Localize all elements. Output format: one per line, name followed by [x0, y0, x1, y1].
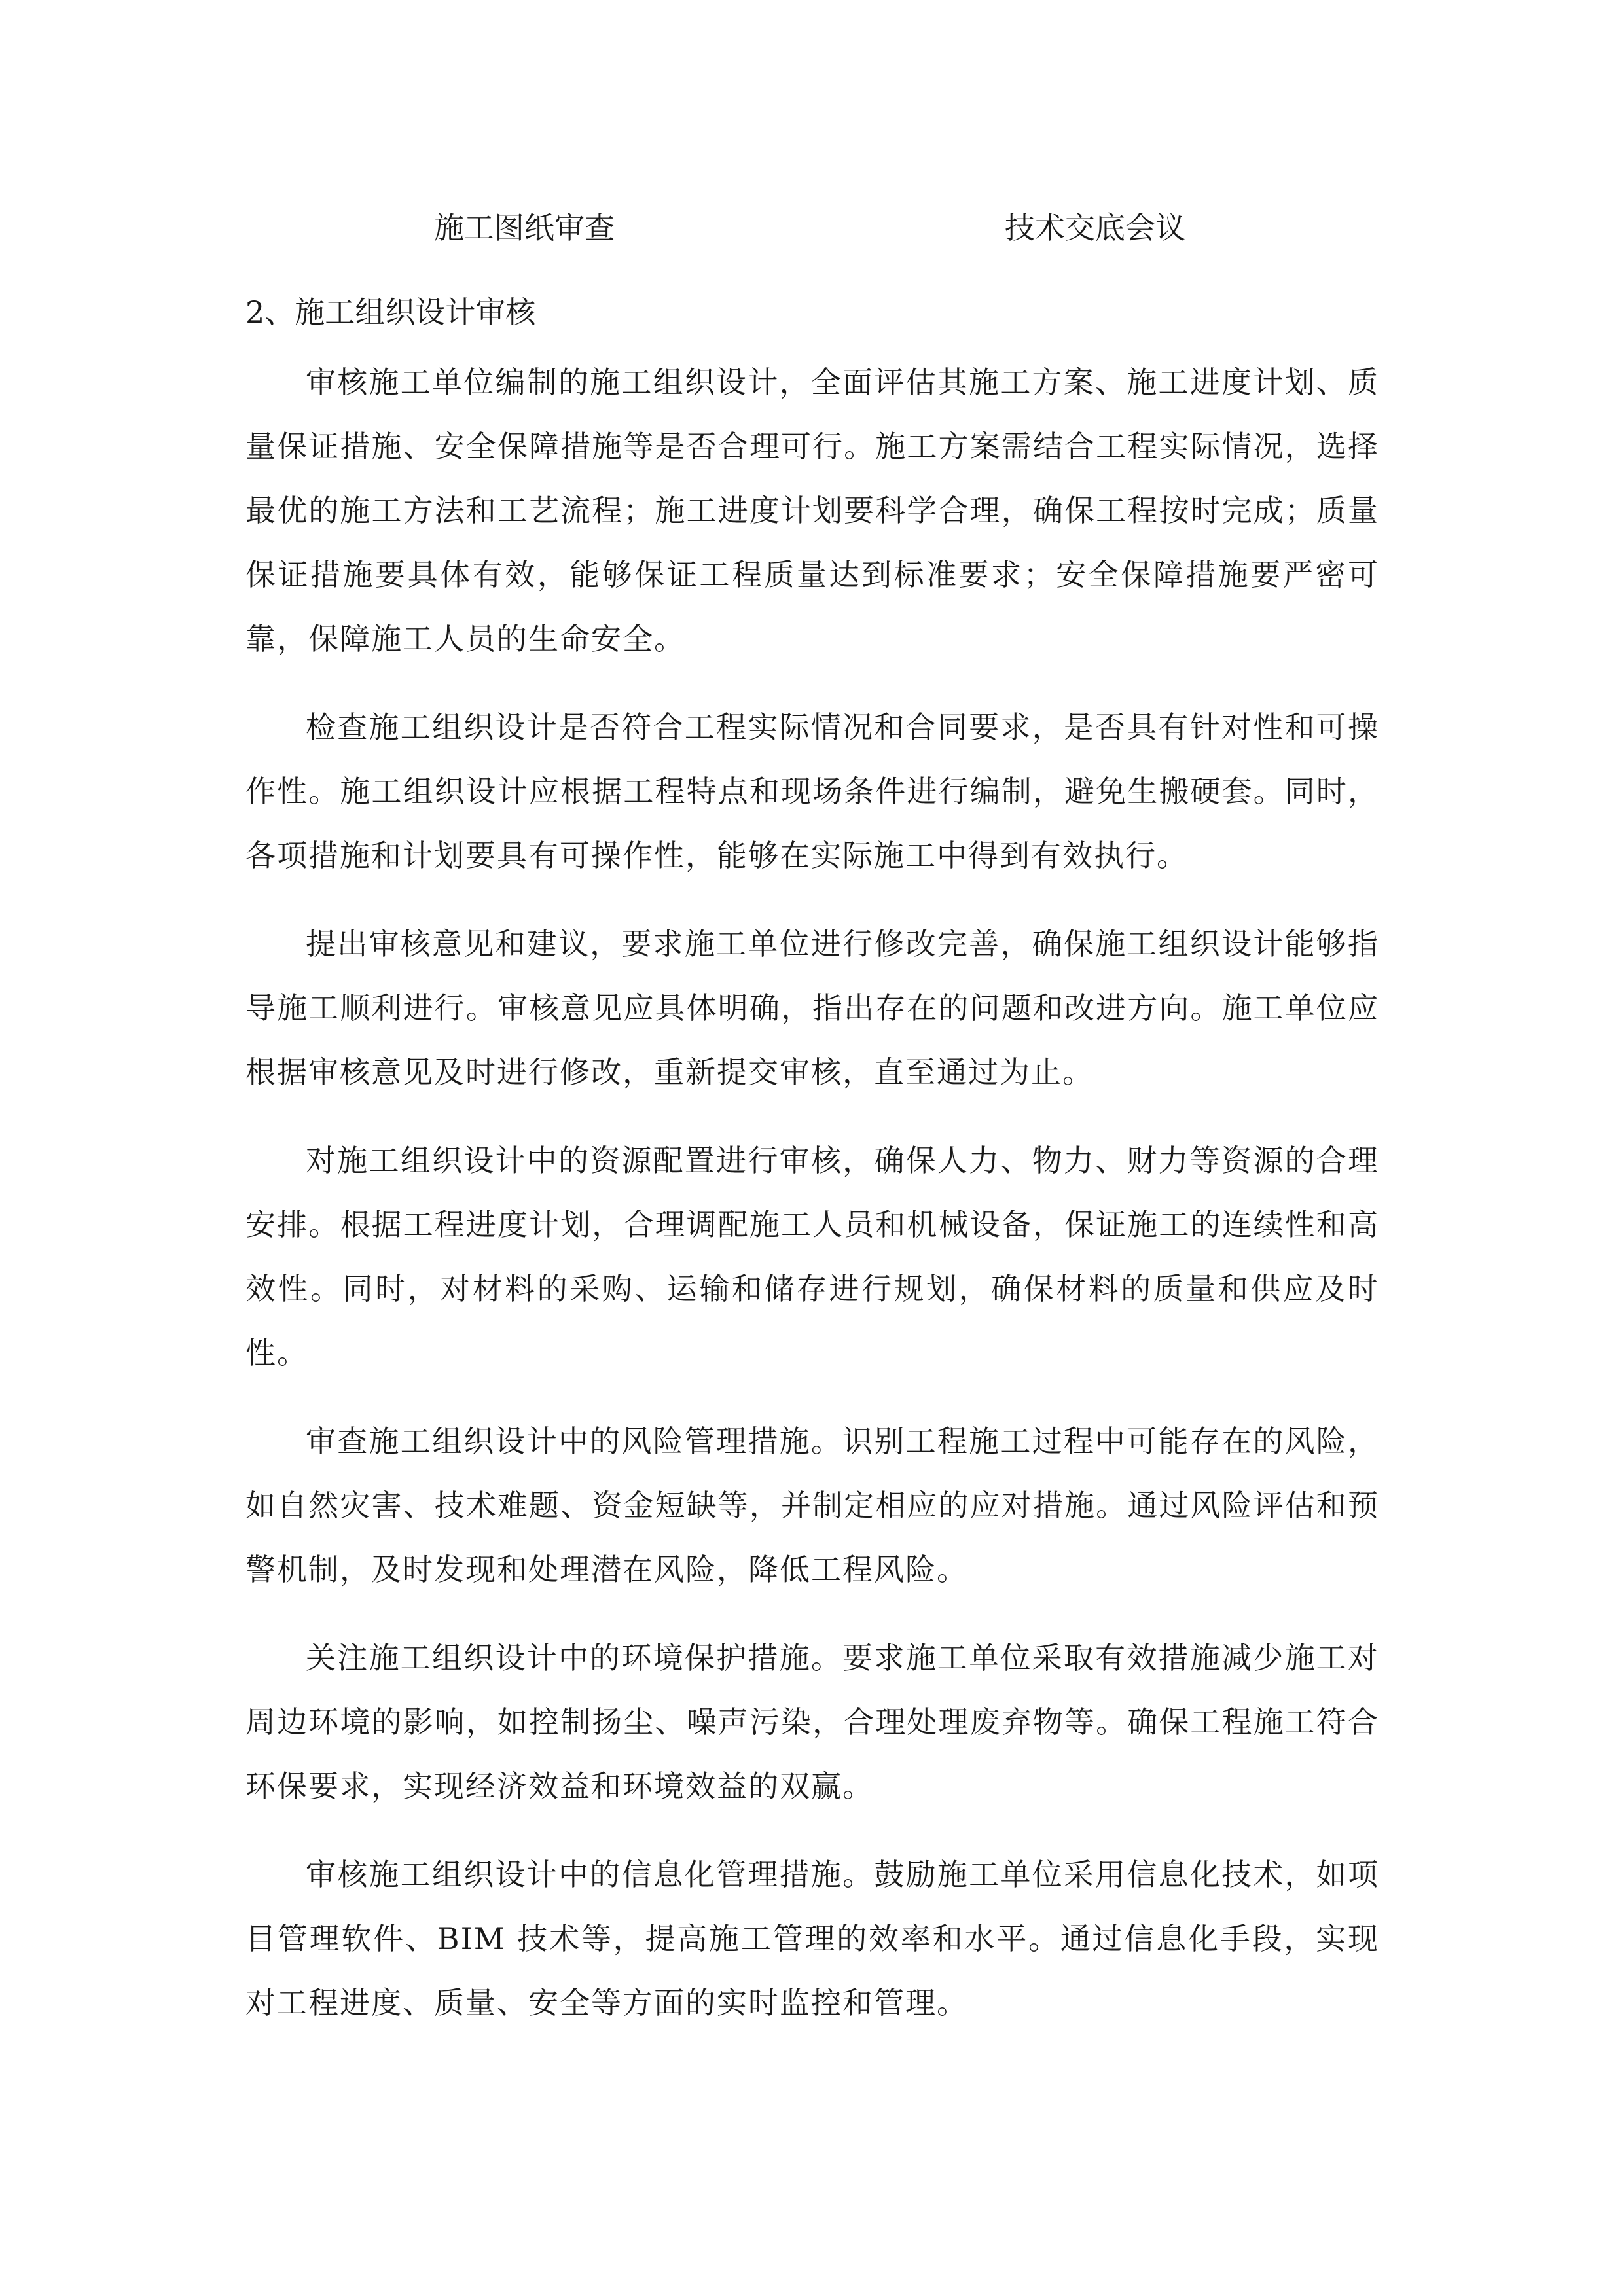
body-text: [245, 350, 1379, 2059]
section-heading: 2、施工组织设计审核: [245, 295, 536, 330]
paragraph: 审查施工组织设计中的风险管理措施。识别工程施工过程中可能存在的风险，如自然灾害、技术难题、资金短缺等，并制定相应的应对措施。通过风险评估和预警机制，及时发现和处理潜在风险，降低工程风险。: [245, 1424, 1379, 1587]
paragraph: 提出审核意见和建议，要求施工单位进行修改完善，确保施工组织设计能够指导施工顺利进行。审核意见应具体明确，指出存在的问题和改进方向。施工单位应根据审核意见及时进行修改，重新提交审核，直至通过为止。: [245, 926, 1379, 1090]
paragraph: 审核施工组织设计中的信息化管理措施。鼓励施工单位采用信息化技术，如项目管理软件、BIM 技术等，提高施工管理的效率和水平。通过信息化手段，实现对工程进度、质量、安全等方面的实时监控和管理。: [245, 1857, 1379, 2020]
paragraph: 对施工组织设计中的资源配置进行审核，确保人力、物力、财力等资源的合理安排。根据工程进度计划，合理调配施工人员和机械设备，保证施工的连续性和高效性。同时，对材料的采购、运输和储存进行规划，确保材料的质量和供应及时性。: [245, 1143, 1379, 1371]
paragraph: 检查施工组织设计是否符合工程实际情况和合同要求，是否具有针对性和可操作性。施工组织设计应根据工程特点和现场条件进行编制，避免生搬硬套。同时，各项措施和计划要具有可操作性，能够在实际施工中得到有效执行。: [245, 709, 1379, 873]
caption-technical-briefing: 技术交底会议: [1005, 210, 1185, 245]
caption-drawing-review: 施工图纸审查: [434, 210, 615, 245]
paragraph: 审核施工单位编制的施工组织设计，全面评估其施工方案、施工进度计划、质量保证措施、安全保障措施等是否合理可行。施工方案需结合工程实际情况，选择最优的施工方法和工艺流程；施工进度计划要科学合理，确保工程按时完成；质量保证措施要具体有效，能够保证工程质量达到标准要求；安全保障措施要严密可靠，保障施工人员的生命安全。: [245, 365, 1379, 656]
paragraph: 关注施工组织设计中的环境保护措施。要求施工单位采取有效措施减少施工对周边环境的影响，如控制扬尘、噪声污染，合理处理废弃物等。确保工程施工符合环保要求，实现经济效益和环境效益的双赢。: [245, 1640, 1379, 1804]
image-captions: [0, 208, 1624, 247]
